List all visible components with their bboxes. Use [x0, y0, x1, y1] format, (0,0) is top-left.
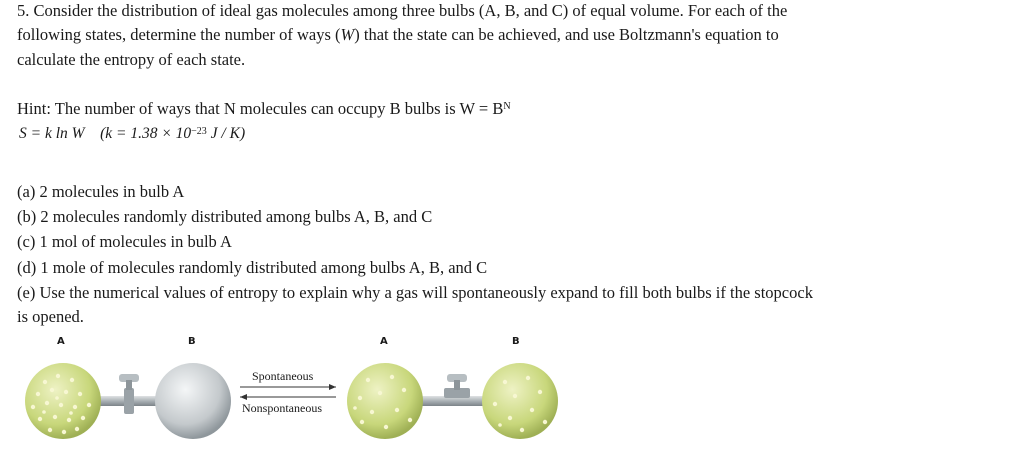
- part-c: (c) 1 mol of molecules in bulb A: [17, 232, 232, 251]
- question-line-3: calculate the entropy of each state.: [17, 50, 246, 69]
- part-e-cont: is opened.: [17, 307, 84, 326]
- label-left-a: A: [57, 336, 65, 347]
- left-bulb-b: [155, 363, 231, 439]
- bulbs-figure: [0, 330, 1024, 455]
- right-bulb-b: [482, 363, 558, 439]
- label-right-b: B: [512, 336, 520, 347]
- right-stopcock: [444, 374, 470, 398]
- hint-text: Hint: The number of ways that N molecules can occupy B bulbs is $W = B^N$: [17, 99, 511, 118]
- label-left-b: B: [188, 336, 196, 347]
- question-line-1: 5. Consider the distribution of ideal gas molecules among three bulbs (A, B, and C) of equal volume. For each of the: [17, 1, 788, 20]
- question-line-2: following states, determine the number of ways (W) that the state can be achieved, and use Boltzmann's equation to: [17, 25, 779, 44]
- part-d: (d) 1 mole of molecules randomly distributed among bulbs A, B, and C: [17, 258, 488, 277]
- bulbs-illustration: [0, 330, 1024, 455]
- part-a: (a) 2 molecules in bulb A: [17, 182, 185, 201]
- nonspontaneous-label: Nonspontaneous: [242, 401, 322, 415]
- boltzmann-formula: S = k ln W ($k = 1.38 \times 10^{-23}$ J / K): [19, 125, 246, 142]
- left-stopcock: [119, 374, 139, 414]
- part-b: (b) 2 molecules randomly distributed among bulbs A, B, and C: [17, 207, 433, 226]
- label-right-a: A: [380, 336, 388, 347]
- part-e: (e) Use the numerical values of entropy to explain why a gas will spontaneously expand to fill both bulbs if the stopcock: [17, 283, 813, 302]
- arrows: [240, 384, 336, 400]
- spontaneous-label: Spontaneous: [252, 369, 314, 383]
- left-bulb-a: [25, 363, 101, 439]
